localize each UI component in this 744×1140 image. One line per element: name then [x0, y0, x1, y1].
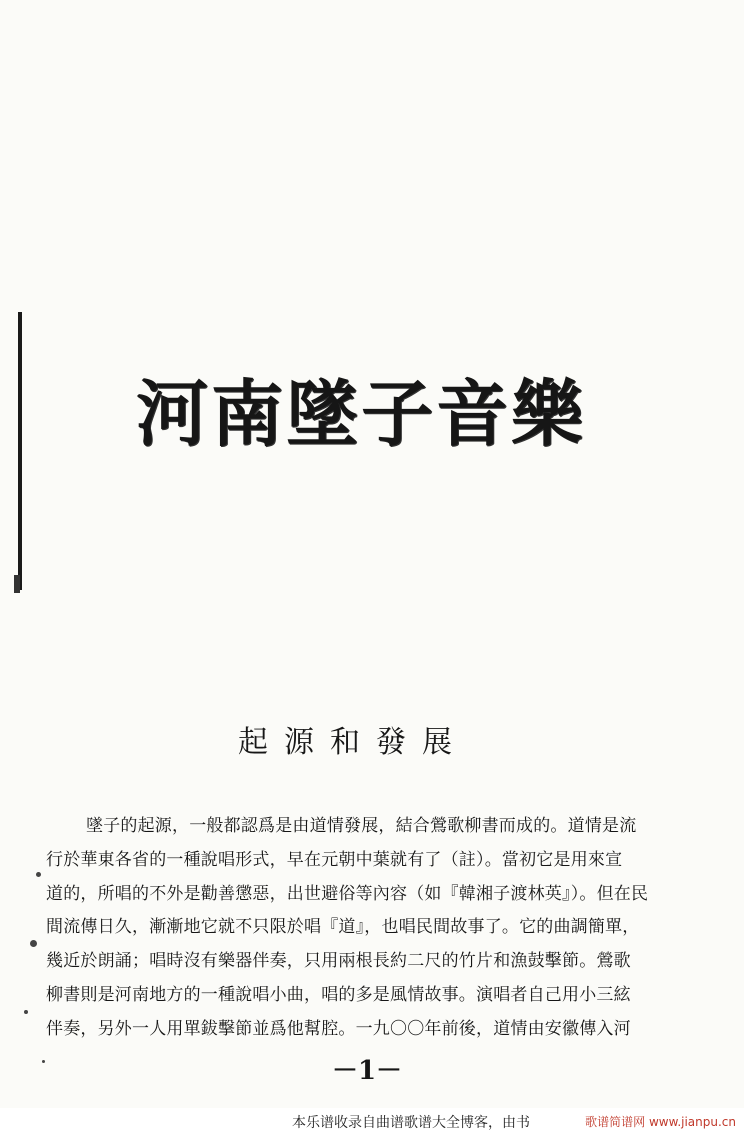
scan-speckle — [42, 1060, 45, 1063]
book-title: 河南墜子音樂 — [136, 371, 587, 456]
body-line: 幾近於朗誦；唱時沒有樂器伴奏，只用兩根長約二尺的竹片和漁鼓擊節。鶯歌 — [46, 951, 631, 972]
scan-speckle — [30, 940, 37, 947]
binding-edge-mark — [18, 312, 22, 590]
body-line: 墜子的起源，一般都認爲是由道情發展，結合鶯歌柳書而成的。道情是流 — [86, 816, 637, 836]
body-line: 行於華東各省的一種說唱形式，早在元朝中葉就有了（註）。當初它是用來宣 — [46, 849, 623, 870]
body-line: 伴奏，另外一人用單鈸擊節並爲他幫腔。一九〇〇年前後，道情由安徽傳入河 — [46, 1018, 631, 1039]
scan-speckle — [24, 1010, 28, 1014]
body-line: 間流傳日久，漸漸地它就不只限於唱『道』，也唱民間故事了。它的曲調簡單， — [46, 917, 640, 938]
body-line: 柳書則是河南地方的一種說唱小曲，唱的多是風情故事。演唱者自己用小三絃 — [46, 984, 631, 1005]
footer-source-text: 本乐谱收录自曲谱歌谱大全博客，由书 — [292, 1115, 530, 1131]
body-line: 道的，所唱的不外是勸善懲惡，出世避俗等內容（如『韓湘子渡林英』）。但在民 — [46, 883, 649, 904]
page-number: －1－ — [331, 1056, 403, 1086]
scan-speckle — [36, 872, 41, 877]
binding-edge-tick — [14, 575, 20, 593]
section-heading: 起源和發展 — [238, 725, 468, 760]
watermark-logo: 歌谱简谱网 www.jianpu.cn — [585, 1115, 736, 1129]
body-paragraph — [46, 810, 678, 1047]
